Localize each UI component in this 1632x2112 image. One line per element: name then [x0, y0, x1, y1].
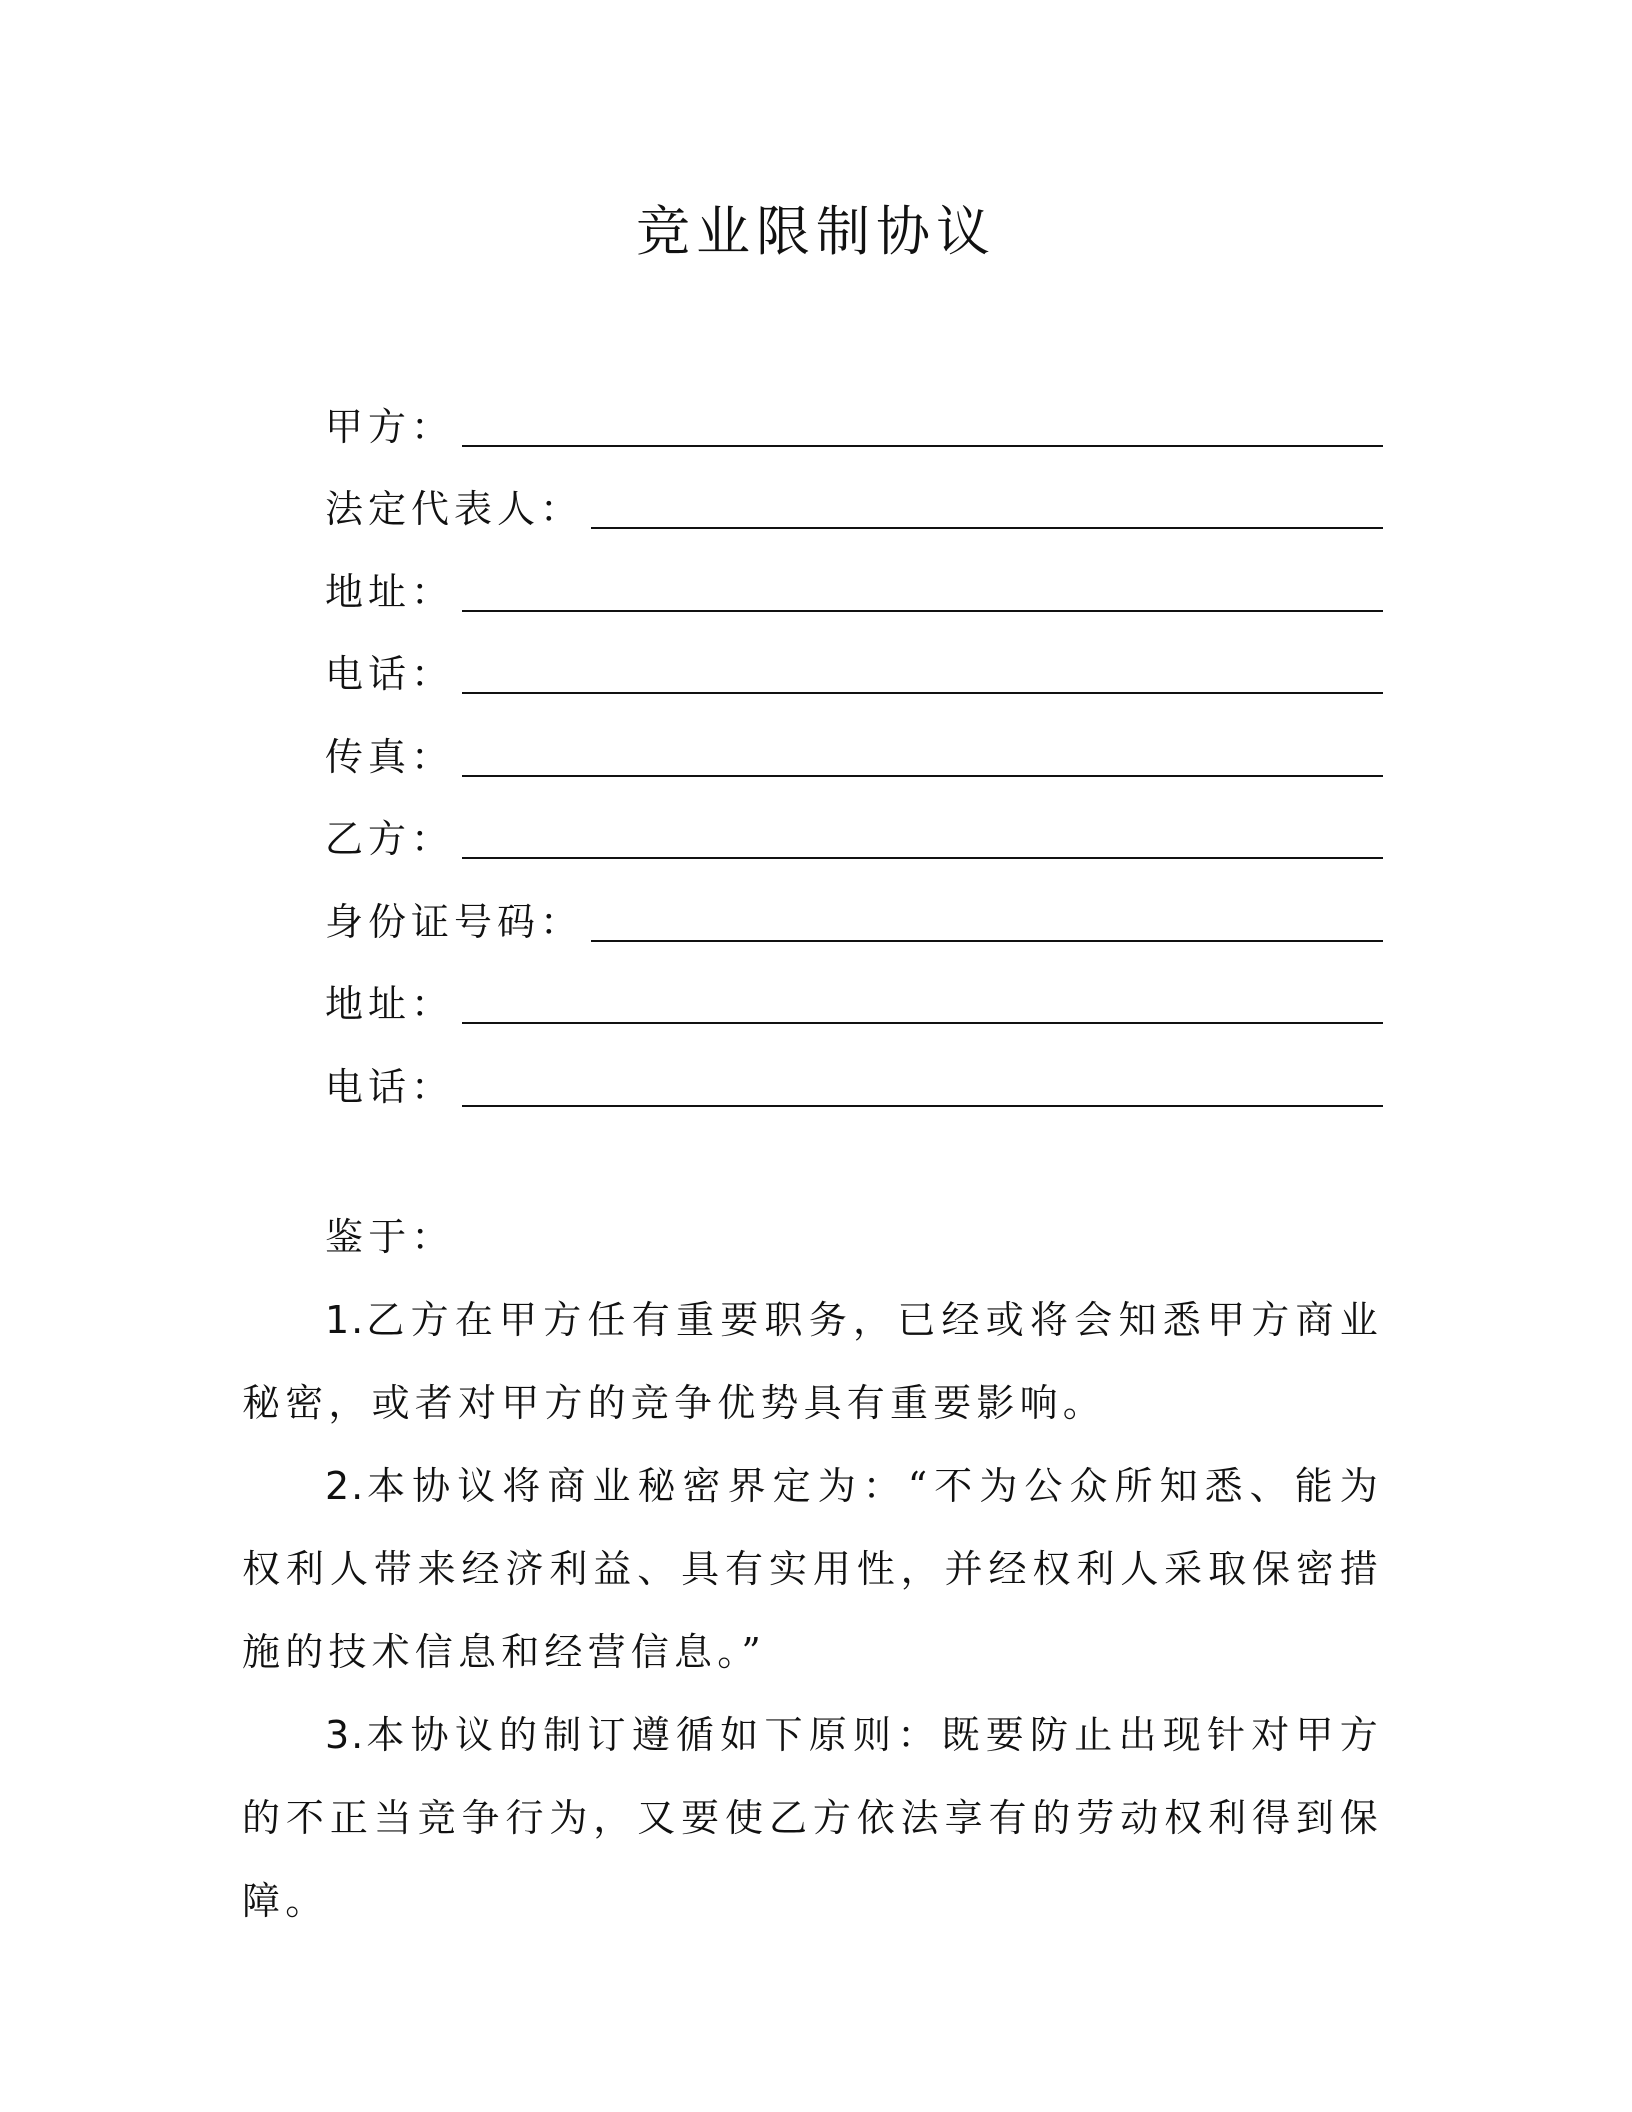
field-label: 法定代表人： — [325, 487, 584, 531]
whereas-heading: 鉴于： — [325, 1215, 455, 1259]
blank-line[interactable] — [462, 857, 1383, 859]
clause-number: 1. — [325, 1298, 366, 1342]
field-party-a-address — [325, 533, 1383, 616]
field-label: 身份证号码： — [325, 899, 584, 944]
blank-line[interactable] — [462, 445, 1383, 447]
clause-text: 本协议将商业秘密界定为：“不为公众所知悉、能为权利人带来经济利益、具有实用性，并经权利人采取保密措施的技术信息和经营信息。” — [242, 1464, 1383, 1674]
field-party-a-phone — [325, 616, 1383, 699]
field-party-b — [325, 781, 1383, 864]
field-label: 甲方： — [325, 404, 455, 449]
document-title: 竞业限制协议 — [636, 200, 996, 263]
field-label: 地址： — [325, 569, 455, 614]
field-id-number — [325, 863, 1383, 946]
field-party-a-fax — [325, 698, 1383, 781]
blank-line[interactable] — [591, 940, 1383, 942]
field-label: 乙方： — [325, 817, 455, 861]
field-label: 电话： — [325, 1064, 455, 1109]
clause-text: 本协议的制订遵循如下原则：既要防止出现针对甲方的不正当竞争行为，又要使乙方依法享有的劳动权利得到保障。 — [242, 1713, 1383, 1923]
blank-line[interactable] — [462, 775, 1383, 777]
field-label: 电话： — [325, 652, 455, 696]
blank-line[interactable] — [591, 527, 1383, 529]
clause-number: 3. — [325, 1713, 366, 1757]
field-party-a — [325, 368, 1383, 451]
field-label: 地址： — [325, 982, 455, 1026]
party-info-fields — [325, 368, 1383, 1111]
blank-line[interactable] — [462, 1105, 1383, 1107]
field-party-b-address — [325, 946, 1383, 1029]
whereas-section — [242, 1196, 1383, 1943]
blank-line[interactable] — [462, 610, 1383, 612]
field-party-b-phone — [325, 1028, 1383, 1111]
clause-number: 2. — [325, 1464, 366, 1508]
clause-text: 乙方在甲方任有重要职务，已经或将会知悉甲方商业秘密，或者对甲方的竞争优势具有重要影响。 — [242, 1298, 1383, 1425]
blank-line[interactable] — [462, 1022, 1383, 1024]
blank-line[interactable] — [462, 692, 1383, 694]
clause-1 — [242, 1279, 1383, 1445]
clause-2 — [242, 1445, 1383, 1694]
field-label: 传真： — [325, 734, 455, 779]
field-legal-representative — [325, 451, 1383, 534]
clause-3 — [242, 1694, 1383, 1943]
